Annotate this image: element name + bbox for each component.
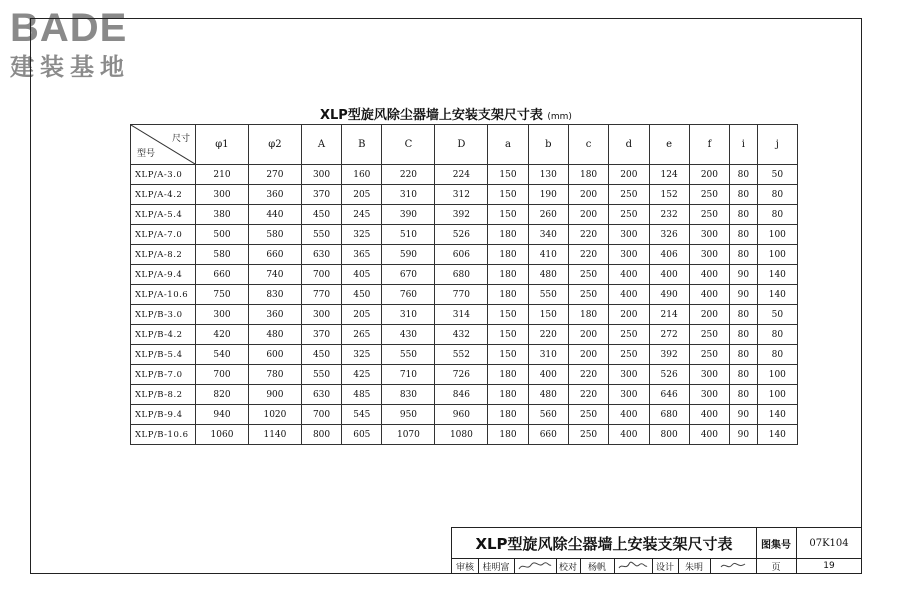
model-cell: XLP/A-7.0 [131, 225, 196, 245]
table-row [131, 405, 798, 425]
table-row [131, 245, 798, 265]
dimension-cell: 300 [196, 305, 249, 325]
dimension-cell: 80 [730, 365, 758, 385]
dimension-cell: 400 [689, 285, 729, 305]
model-cell: XLP/A-3.0 [131, 165, 196, 185]
dimension-cell: 830 [248, 285, 301, 305]
dimension-cell: 550 [301, 225, 341, 245]
column-header: c [568, 125, 608, 165]
model-cell: XLP/A-10.6 [131, 285, 196, 305]
dimension-cell: 220 [382, 165, 435, 185]
dimension-cell: 152 [649, 185, 689, 205]
signature-row [452, 558, 862, 574]
dimension-cell: 200 [689, 305, 729, 325]
dimension-cell: 770 [435, 285, 488, 305]
dimension-cell: 540 [196, 345, 249, 365]
dimension-cell: 260 [528, 205, 568, 225]
dimension-cell: 250 [609, 185, 649, 205]
dimension-cell: 250 [689, 345, 729, 365]
dimension-cell: 310 [382, 185, 435, 205]
model-cell: XLP/B-9.4 [131, 405, 196, 425]
dimension-cell: 200 [568, 345, 608, 365]
dimension-cell: 450 [301, 205, 341, 225]
dimension-cell: 680 [435, 265, 488, 285]
dimension-cell: 150 [488, 205, 528, 225]
column-header: φ2 [248, 125, 301, 165]
logo-subtitle: 建装基地 [10, 53, 130, 81]
model-cell: XLP/B-5.4 [131, 345, 196, 365]
dimension-cell: 950 [382, 405, 435, 425]
dimension-cell: 124 [649, 165, 689, 185]
dimension-cell: 220 [568, 225, 608, 245]
model-cell: XLP/B-7.0 [131, 365, 196, 385]
designer-signature [710, 558, 757, 574]
dimension-cell: 214 [649, 305, 689, 325]
dimension-cell: 580 [196, 245, 249, 265]
dimension-cell: 360 [248, 305, 301, 325]
dimension-cell: 180 [568, 165, 608, 185]
dimension-cell: 450 [301, 345, 341, 365]
dimension-cell: 440 [248, 205, 301, 225]
dimension-cell: 400 [689, 405, 729, 425]
dimension-cell: 300 [609, 225, 649, 245]
reviewer-signature [514, 558, 557, 574]
dimension-cell: 150 [528, 305, 568, 325]
dimension-cell: 326 [649, 225, 689, 245]
dimension-cell: 100 [757, 385, 797, 405]
dimension-cell: 846 [435, 385, 488, 405]
dimension-cell: 750 [196, 285, 249, 305]
dimension-cell: 250 [609, 325, 649, 345]
checker-name: 杨帆 [580, 558, 615, 574]
dimension-cell: 400 [649, 265, 689, 285]
dimension-cell: 800 [301, 425, 341, 445]
dimension-cell: 220 [568, 365, 608, 385]
dimension-cell: 545 [342, 405, 382, 425]
column-header: i [730, 125, 758, 165]
dimension-cell: 300 [689, 245, 729, 265]
dimension-cell: 400 [689, 425, 729, 445]
dimension-cell: 430 [382, 325, 435, 345]
dimension-cell: 526 [435, 225, 488, 245]
column-header: C [382, 125, 435, 165]
dimension-cell: 190 [528, 185, 568, 205]
dimension-cell: 300 [609, 365, 649, 385]
dimension-cell: 100 [757, 225, 797, 245]
dimension-cell: 220 [528, 325, 568, 345]
model-cell: XLP/B-8.2 [131, 385, 196, 405]
dimension-cell: 550 [528, 285, 568, 305]
dimension-cell: 370 [301, 185, 341, 205]
column-header: f [689, 125, 729, 165]
dimension-cell: 180 [488, 405, 528, 425]
dimension-cell: 200 [568, 185, 608, 205]
dimension-cell: 80 [757, 185, 797, 205]
atlas-number-value: 07K104 [796, 528, 862, 559]
dimension-cell: 300 [689, 385, 729, 405]
dimension-cell: 800 [649, 425, 689, 445]
dimension-cell: 700 [196, 365, 249, 385]
corner-label-model: 型号 [137, 149, 156, 159]
dimension-cell: 314 [435, 305, 488, 325]
dimension-cell: 480 [528, 385, 568, 405]
dimension-cell: 710 [382, 365, 435, 385]
dimension-cell: 100 [757, 245, 797, 265]
dimension-cell: 80 [730, 165, 758, 185]
dimension-cell: 660 [248, 245, 301, 265]
dimension-cell: 646 [649, 385, 689, 405]
dimension-cell: 80 [757, 205, 797, 225]
dimension-cell: 400 [528, 365, 568, 385]
model-cell: XLP/A-5.4 [131, 205, 196, 225]
dimension-cell: 660 [196, 265, 249, 285]
dimension-cell: 250 [689, 185, 729, 205]
dimension-cell: 960 [435, 405, 488, 425]
dimension-cell: 80 [757, 325, 797, 345]
dimension-cell: 250 [689, 325, 729, 345]
page-number: 19 [823, 561, 835, 571]
dimension-cell: 360 [248, 185, 301, 205]
dimension-cell: 80 [730, 245, 758, 265]
dimension-cell: 310 [382, 305, 435, 325]
model-cell: XLP/B-4.2 [131, 325, 196, 345]
column-header: d [609, 125, 649, 165]
dimension-cell: 900 [248, 385, 301, 405]
dimension-cell: 410 [528, 245, 568, 265]
dimension-cell: 250 [568, 405, 608, 425]
dimension-cell: 485 [342, 385, 382, 405]
dimension-cell: 370 [301, 325, 341, 345]
table-row [131, 285, 798, 305]
dimension-cell: 700 [301, 405, 341, 425]
dimension-cell: 325 [342, 345, 382, 365]
dimension-cell: 406 [649, 245, 689, 265]
dimension-cell: 820 [196, 385, 249, 405]
dimension-cell: 560 [528, 405, 568, 425]
dimension-cell: 312 [435, 185, 488, 205]
designer-signature-mark [718, 560, 748, 572]
dimension-cell: 250 [689, 205, 729, 225]
dimension-cell: 550 [382, 345, 435, 365]
dimension-cell: 392 [435, 205, 488, 225]
dimension-cell: 210 [196, 165, 249, 185]
dimension-cell: 550 [301, 365, 341, 385]
dimension-cell: 660 [528, 425, 568, 445]
dimension-cell: 300 [196, 185, 249, 205]
dimension-cell: 726 [435, 365, 488, 385]
table-corner-cell [131, 125, 196, 165]
dimension-cell: 590 [382, 245, 435, 265]
review-label: 审核 [452, 558, 479, 574]
dimension-cell: 150 [488, 305, 528, 325]
dimension-cell: 400 [609, 425, 649, 445]
dimension-cell: 250 [568, 425, 608, 445]
dimension-cell: 80 [730, 205, 758, 225]
check-label: 校对 [556, 558, 581, 574]
model-cell: XLP/A-8.2 [131, 245, 196, 265]
table-row [131, 165, 798, 185]
dimension-cell: 150 [488, 185, 528, 205]
dimension-cell: 200 [568, 325, 608, 345]
table-row [131, 345, 798, 365]
dimension-cell: 80 [757, 345, 797, 365]
dimension-cell: 140 [757, 425, 797, 445]
dimension-cell: 80 [730, 385, 758, 405]
dimension-cell: 325 [342, 225, 382, 245]
dimension-cell: 365 [342, 245, 382, 265]
dimension-cell: 250 [609, 345, 649, 365]
dimension-cell: 1140 [248, 425, 301, 445]
dimension-cell: 300 [689, 225, 729, 245]
model-cell: XLP/A-4.2 [131, 185, 196, 205]
dimension-cell: 265 [342, 325, 382, 345]
logo-wordmark: BADE [10, 6, 128, 50]
table-header-row [131, 125, 798, 165]
dimension-cell: 140 [757, 265, 797, 285]
dimension-cell: 390 [382, 205, 435, 225]
dimension-cell: 200 [568, 205, 608, 225]
dimension-cell: 150 [488, 345, 528, 365]
table-row [131, 325, 798, 345]
dimension-cell: 606 [435, 245, 488, 265]
dimension-cell: 270 [248, 165, 301, 185]
dimension-cell: 670 [382, 265, 435, 285]
dimension-cell: 310 [528, 345, 568, 365]
sheet-title [320, 104, 572, 123]
dimension-cell: 232 [649, 205, 689, 225]
dimension-cell: 700 [301, 265, 341, 285]
dimension-cell: 1080 [435, 425, 488, 445]
column-header: a [488, 125, 528, 165]
dimension-cell: 480 [528, 265, 568, 285]
dimension-cell: 630 [301, 245, 341, 265]
table-row [131, 225, 798, 245]
dimension-cell: 940 [196, 405, 249, 425]
column-header: A [301, 125, 341, 165]
dimension-cell: 580 [248, 225, 301, 245]
dimension-cell: 480 [248, 325, 301, 345]
dimension-cell: 400 [609, 405, 649, 425]
column-header: e [649, 125, 689, 165]
dimension-cell: 140 [757, 285, 797, 305]
dimension-cell: 380 [196, 205, 249, 225]
dimension-cell: 180 [488, 265, 528, 285]
dimension-cell: 830 [382, 385, 435, 405]
dimension-cell: 80 [730, 185, 758, 205]
dimension-cell: 180 [568, 305, 608, 325]
dimension-cell: 300 [301, 165, 341, 185]
dimension-cell: 180 [488, 365, 528, 385]
dimension-cell: 200 [609, 165, 649, 185]
dimension-cell: 740 [248, 265, 301, 285]
dimension-cell: 90 [730, 405, 758, 425]
title-block-title: XLP型旋风除尘器墙上安装支架尺寸表 [452, 528, 757, 559]
dimension-cell: 80 [730, 325, 758, 345]
dimension-cell: 272 [649, 325, 689, 345]
dimension-cell: 80 [730, 225, 758, 245]
dimension-cell: 180 [488, 225, 528, 245]
designer-name: 朱明 [678, 558, 711, 574]
dimension-cell: 432 [435, 325, 488, 345]
dimension-cell: 425 [342, 365, 382, 385]
dimension-cell: 160 [342, 165, 382, 185]
model-cell: XLP/B-3.0 [131, 305, 196, 325]
sheet-title-text: XLP型旋风除尘器墙上安装支架尺寸表 [320, 108, 543, 123]
dimension-cell: 100 [757, 365, 797, 385]
dimension-cell: 130 [528, 165, 568, 185]
page-label: 页 [756, 558, 797, 574]
column-header: B [342, 125, 382, 165]
dimension-cell: 526 [649, 365, 689, 385]
model-cell: XLP/B-10.6 [131, 425, 196, 445]
dimension-cell: 680 [649, 405, 689, 425]
dimension-cell: 140 [757, 405, 797, 425]
dimension-cell: 250 [568, 285, 608, 305]
column-header: j [757, 125, 797, 165]
dimension-cell: 80 [730, 305, 758, 325]
column-header: D [435, 125, 488, 165]
dimension-cell: 340 [528, 225, 568, 245]
table-row [131, 265, 798, 285]
table-body [131, 165, 798, 445]
corner-label-dimension: 尺寸 [171, 134, 190, 144]
dimension-cell: 552 [435, 345, 488, 365]
dimension-cell: 420 [196, 325, 249, 345]
dimension-cell: 300 [609, 245, 649, 265]
dimension-cell: 150 [488, 325, 528, 345]
dimension-cell: 630 [301, 385, 341, 405]
checker-signature-mark [617, 560, 649, 572]
dimension-cell: 50 [757, 305, 797, 325]
dimension-cell: 180 [488, 385, 528, 405]
checker-signature [614, 558, 653, 574]
table-row [131, 365, 798, 385]
design-label: 设计 [652, 558, 679, 574]
dimension-cell: 770 [301, 285, 341, 305]
dimension-cell: 250 [568, 265, 608, 285]
column-header: φ1 [196, 125, 249, 165]
column-header: b [528, 125, 568, 165]
dimension-cell: 300 [689, 365, 729, 385]
dimension-cell: 780 [248, 365, 301, 385]
dimension-cell: 510 [382, 225, 435, 245]
dimension-table [130, 124, 798, 445]
atlas-number-label: 图集号 [756, 528, 797, 559]
dimension-cell: 205 [342, 185, 382, 205]
dimension-cell: 1070 [382, 425, 435, 445]
dimension-cell: 300 [609, 385, 649, 405]
dimension-cell: 80 [730, 345, 758, 365]
dimension-cell: 220 [568, 385, 608, 405]
table-row [131, 305, 798, 325]
table-row [131, 185, 798, 205]
dimension-cell: 150 [488, 165, 528, 185]
dimension-cell: 200 [609, 305, 649, 325]
dimension-cell: 490 [649, 285, 689, 305]
dimension-cell: 90 [730, 425, 758, 445]
table-row [131, 385, 798, 405]
dimension-cell: 500 [196, 225, 249, 245]
dimension-cell: 1020 [248, 405, 301, 425]
title-block [451, 527, 862, 574]
dimension-cell: 180 [488, 245, 528, 265]
dimension-cell: 600 [248, 345, 301, 365]
dimension-cell: 180 [488, 285, 528, 305]
dimension-cell: 90 [730, 265, 758, 285]
dimension-cell: 50 [757, 165, 797, 185]
dimension-cell: 760 [382, 285, 435, 305]
dimension-cell: 300 [301, 305, 341, 325]
dimension-cell: 400 [609, 285, 649, 305]
dimension-cell: 400 [689, 265, 729, 285]
sheet-title-unit: (mm) [547, 112, 572, 122]
dimension-cell: 180 [488, 425, 528, 445]
dimension-cell: 405 [342, 265, 382, 285]
reviewer-signature-mark [517, 560, 553, 572]
table-row [131, 205, 798, 225]
dimension-cell: 250 [609, 205, 649, 225]
dimension-cell: 245 [342, 205, 382, 225]
model-cell: XLP/A-9.4 [131, 265, 196, 285]
dimension-cell: 90 [730, 285, 758, 305]
dimension-cell: 205 [342, 305, 382, 325]
dimension-cell: 450 [342, 285, 382, 305]
dimension-cell: 1060 [196, 425, 249, 445]
dimension-cell: 400 [609, 265, 649, 285]
dimension-cell: 200 [689, 165, 729, 185]
table-row [131, 425, 798, 445]
dimension-cell: 220 [568, 245, 608, 265]
dimension-cell: 605 [342, 425, 382, 445]
dimension-cell: 392 [649, 345, 689, 365]
reviewer-name: 桂明富 [478, 558, 515, 574]
dimension-cell: 224 [435, 165, 488, 185]
